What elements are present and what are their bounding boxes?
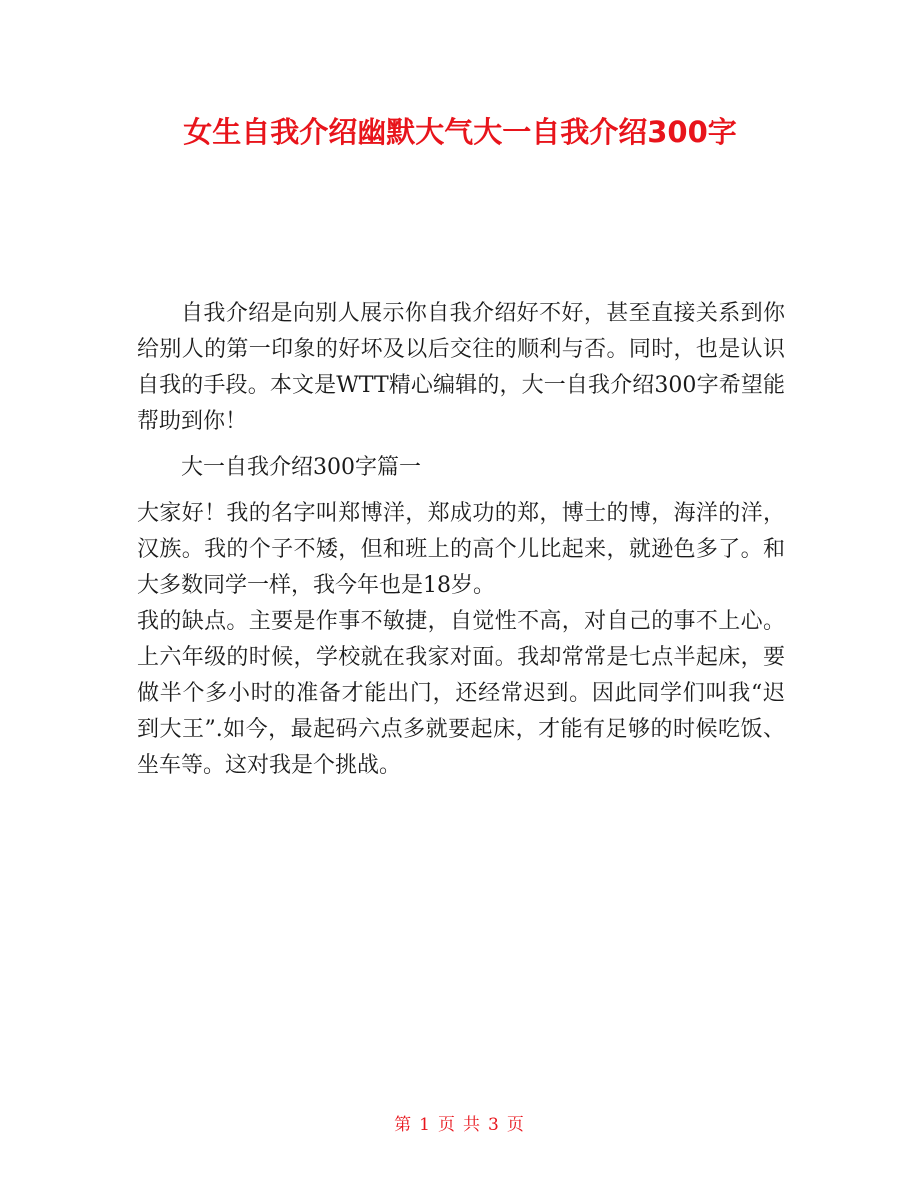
document-body [137, 296, 785, 794]
page-number-footer [0, 1113, 920, 1137]
document-title: 女生自我介绍幽默大气大一自我介绍300字 [183, 115, 737, 149]
footer-current-page: 1 [419, 1115, 432, 1135]
footer-page-unit: 页 [438, 1115, 457, 1135]
section-heading: 大一自我介绍300字篇一 [181, 455, 421, 480]
body-paragraph: 我的缺点。主要是作事不敏捷，自觉性不高，对自己的事不上心。上六年级的时候，学校就在我家对面。我却常常是七点半起床，要做半个多小时的准备才能出门，还经常迟到。因此同学们叫我“迟到大王”.如今，最起码六点多就要起床，才能有足够的时候吃饭、坐车等。这对我是个挑战。 [137, 609, 785, 778]
footer-total-prefix: 共 [463, 1115, 482, 1135]
body-paragraph: 大家好！我的名字叫郑博洋，郑成功的郑，博士的博，海洋的洋，汉族。我的个子不矮，但和班上的高个儿比起来，就逊色多了。和大多数同学一样，我今年也是18岁。 [137, 501, 785, 598]
footer-prefix: 第 [394, 1115, 414, 1135]
footer-total-unit: 页 [506, 1115, 526, 1135]
intro-paragraph: 自我介绍是向别人展示你自我介绍好不好，甚至直接关系到你给别人的第一印象的好坏及以后交往的顺利与否。同时，也是认识自我的手段。本文是WTT精心编辑的，大一自我介绍300字希望能帮助到你！ [137, 301, 785, 434]
footer-total-pages: 3 [488, 1115, 501, 1135]
